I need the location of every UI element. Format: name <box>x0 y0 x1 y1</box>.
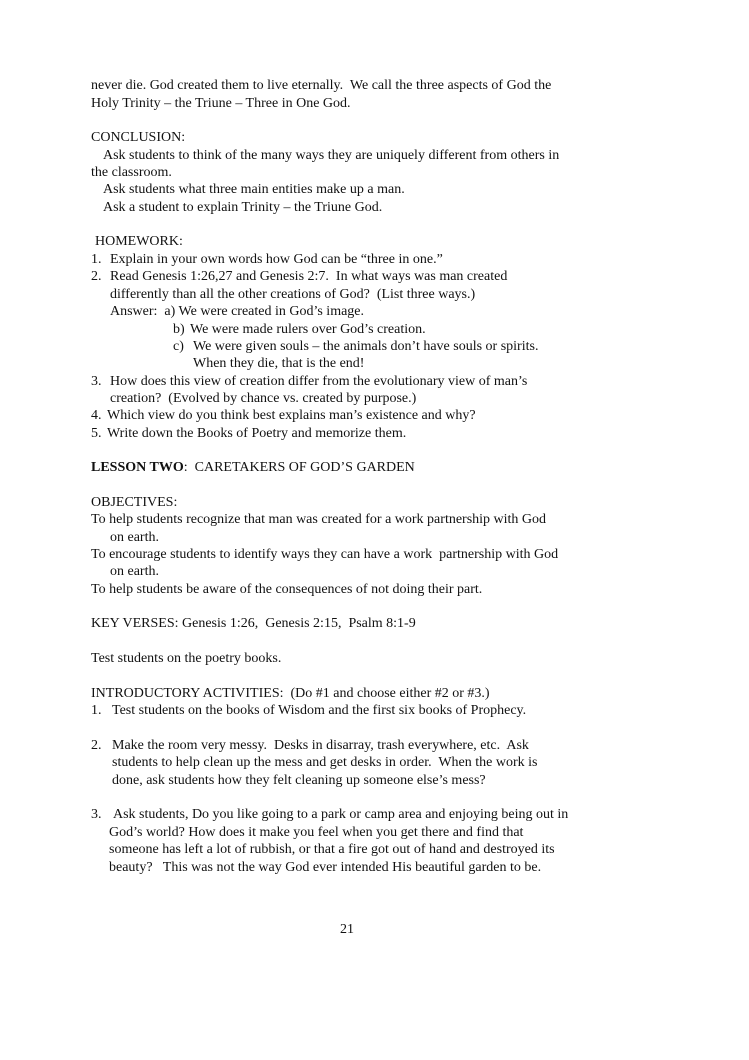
activity-line: Test students on the books of Wisdom and the first six books of Prophecy. <box>112 703 527 718</box>
list-number: 3. <box>91 374 102 389</box>
activity-line: Ask students, Do you like going to a park or camp area and enjoying being out in <box>113 807 569 822</box>
activity-line: done, ask students how they felt cleaning up someone else’s mess? <box>112 773 486 788</box>
homework-item: Explain in your own words how God can be “three in one.” <box>110 252 443 267</box>
homework-item: How does this view of creation differ from the evolutionary view of man’s <box>110 374 528 389</box>
answer-label: c) <box>173 339 184 354</box>
conclusion-heading: CONCLUSION: <box>91 130 186 145</box>
answer-text: When they die, that is the end! <box>193 356 365 371</box>
list-number: 1. <box>91 703 102 718</box>
objective-line: on earth. <box>110 564 159 579</box>
lesson-title <box>91 459 415 476</box>
objectives-heading: OBJECTIVES: <box>91 495 178 510</box>
answer-text: We were made rulers over God’s creation. <box>190 322 426 337</box>
homework-item: differently than all the other creations of God? (List three ways.) <box>110 287 476 302</box>
key-verses: KEY VERSES: Genesis 1:26, Genesis 2:15, Psalm 8:1-9 <box>91 616 416 631</box>
homework-item: Write down the Books of Poetry and memorize them. <box>107 426 407 441</box>
activities-heading: INTRODUCTORY ACTIVITIES: (Do #1 and choose either #2 or #3.) <box>91 686 490 701</box>
page-number: 21 <box>340 922 354 937</box>
homework-item: creation? (Evolved by chance vs. created by purpose.) <box>110 391 417 406</box>
homework-item: Which view do you think best explains man’s existence and why? <box>107 408 476 423</box>
activity-line: Make the room very messy. Desks in disarray, trash everywhere, etc. Ask <box>112 738 529 753</box>
list-number: 5. <box>91 426 102 441</box>
list-number: 1. <box>91 252 102 267</box>
answer-text: We were given souls – the animals don’t have souls or spirits. <box>193 339 539 354</box>
lesson-label: LESSON TWO <box>91 460 184 475</box>
activity-line: students to help clean up the mess and get desks in order. When the work is <box>112 755 538 770</box>
activity-line: beauty? This was not the way God ever intended His beautiful garden to be. <box>109 860 542 875</box>
objective-line: To encourage students to identify ways they can have a work partnership with God <box>91 547 559 562</box>
paragraph-line: never die. God created them to live eternally. We call the three aspects of God the <box>91 78 552 93</box>
list-number: 2. <box>91 738 102 753</box>
activity-line: someone has left a lot of rubbish, or that a fire got out of hand and destroyed its <box>109 842 555 857</box>
conclusion-line: the classroom. <box>91 165 172 180</box>
list-number: 4. <box>91 408 102 423</box>
answer-label: b) <box>173 322 185 337</box>
objective-line: To help students be aware of the consequences of not doing their part. <box>91 582 483 597</box>
objective-line: on earth. <box>110 530 159 545</box>
activity-line: God’s world? How does it make you feel when you get there and find that <box>109 825 524 840</box>
test-line: Test students on the poetry books. <box>91 651 282 666</box>
list-number: 2. <box>91 269 102 284</box>
conclusion-line: Ask students what three main entities make up a man. <box>103 182 405 197</box>
objective-line: To help students recognize that man was created for a work partnership with God <box>91 512 547 527</box>
conclusion-line: Ask students to think of the many ways they are uniquely different from others in <box>103 148 560 163</box>
conclusion-line: Ask a student to explain Trinity – the Triune God. <box>103 200 383 215</box>
homework-heading: HOMEWORK: <box>95 234 183 249</box>
lesson-name: : CARETAKERS OF GOD’S GARDEN <box>183 460 415 475</box>
list-number: 3. <box>91 807 102 822</box>
homework-item: Read Genesis 1:26,27 and Genesis 2:7. In what ways was man created <box>110 269 508 284</box>
paragraph-line: Holy Trinity – the Triune – Three in One God. <box>91 96 351 111</box>
homework-item: Answer: a) We were created in God’s image. <box>110 304 365 319</box>
